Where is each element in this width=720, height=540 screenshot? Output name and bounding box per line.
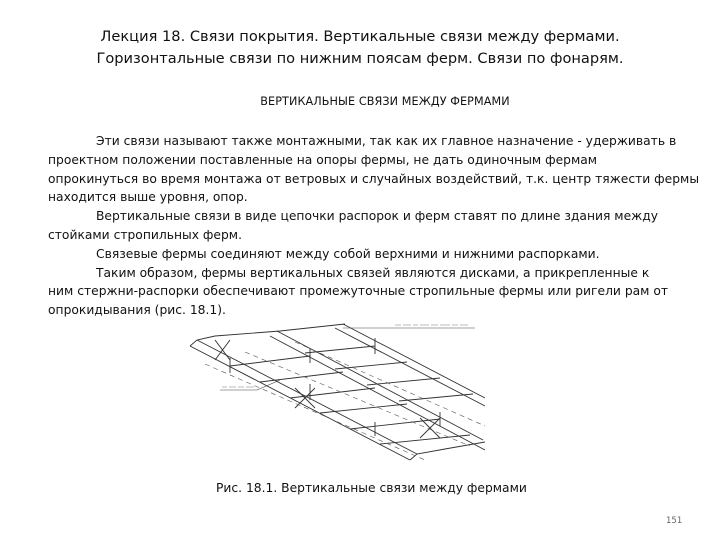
paragraph-line: Связевые фермы соединяют между собой верхними и нижними распорками.	[96, 246, 600, 261]
figure-caption: Рис. 18.1. Вертикальные связи между фермами	[216, 481, 527, 495]
title-line-2: Горизонтальные связи по нижним поясам ферм. Связи по фонарям.	[96, 50, 624, 67]
slide-title	[0, 26, 720, 70]
page-number: 151	[666, 516, 683, 526]
paragraph-line: опрокидывания (рис. 18.1).	[48, 303, 226, 318]
title-line-1: Лекция 18. Связи покрытия. Вертикальные связи между фермами.	[100, 28, 620, 45]
section-heading: ВЕРТИКАЛЬНЫЕ СВЯЗИ МЕЖДУ ФЕРМАМИ	[260, 95, 510, 108]
paragraph-line: опрокинуться во время монтажа от ветровых и случайных воздействий, т.к. центр тяжести фермы	[48, 171, 700, 186]
paragraph-line: Вертикальные связи в виде цепочки распорок и ферм ставят по длине здания между	[96, 209, 658, 224]
paragraph-line: находится выше уровня, опор.	[48, 190, 248, 205]
paragraph-line: Таким образом, фермы вертикальных связей являются дисками, а прикрепленные к	[96, 265, 650, 280]
paragraph-line: Эти связи называют также монтажными, так как их главное назначение - удерживать в	[96, 134, 677, 148]
paragraph-line: ним стержни-распорки обеспечивают промежуточные стропильные фермы или ригели рам от	[48, 284, 669, 299]
body-text	[48, 132, 716, 320]
paragraph-line: проектном положении поставленные на опоры фермы, не дать одиночным фермам	[48, 152, 598, 167]
paragraph-line: стойками стропильных ферм.	[48, 227, 242, 242]
truss-bracing-figure	[185, 318, 485, 468]
